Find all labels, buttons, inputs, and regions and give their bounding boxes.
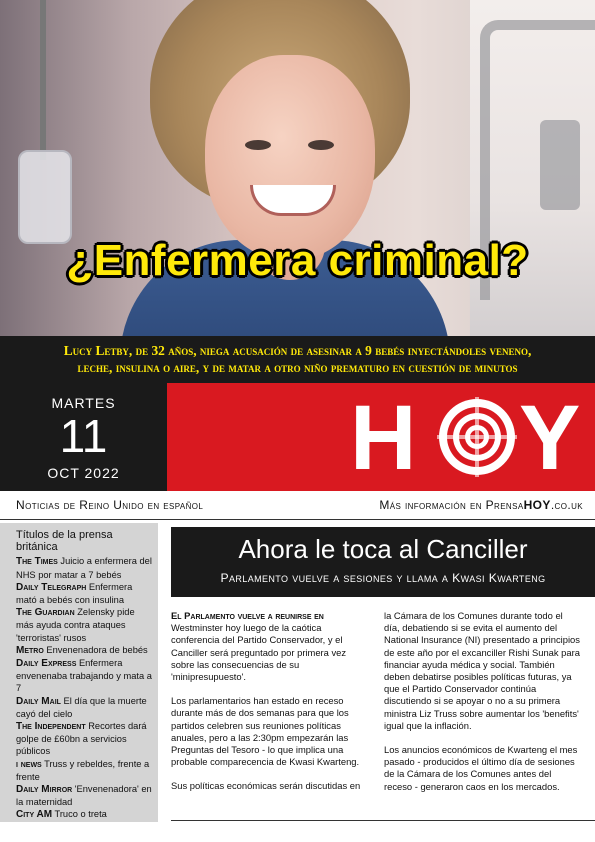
press-paper-name: City AM (16, 809, 53, 821)
medical-equipment (540, 120, 580, 210)
date-day: MARTES (51, 395, 116, 411)
iv-pole (40, 0, 46, 160)
eye-left (245, 140, 271, 150)
press-headline: Truco o treta (52, 809, 107, 820)
sidebar-title: Títulos de la prensa británica (16, 529, 113, 554)
press-item (16, 555, 153, 580)
article-paragraph (171, 610, 367, 683)
info-website-pre: Más información en Prensa (379, 498, 524, 512)
article-subtitle: Parlamento vuelve a sesiones y llama a Kwasi Kwarteng (220, 571, 546, 585)
date-number: 11 (59, 410, 108, 462)
info-line (0, 493, 595, 520)
article-paragraph: Los anuncios económicos de Kwarteng el mes pasado - producidos el último día de sesiones de la Cámara de los Comunes antes del receso - generaron caos en los mercados. (384, 744, 578, 792)
press-headline: Recortes dará golpe de £60bn a servicios públicos (16, 721, 147, 757)
info-tagline: Noticias de Reino Unido en español (16, 498, 204, 512)
press-item (16, 606, 153, 644)
press-list (16, 555, 153, 821)
article-paragraph: Sus políticas económicas serán discutidas en (171, 780, 361, 792)
subhead-line-2: leche, insulina o aire, y de matar a otro niño prematuro en cuestión de minutos (77, 360, 518, 375)
press-paper-name: Daily Mail (16, 695, 61, 707)
press-paper-name: Daily Express (16, 658, 77, 670)
press-item (16, 657, 153, 695)
press-paper-name: The Guardian (16, 607, 75, 619)
info-website-brand: HOY (523, 498, 551, 512)
brand-masthead (167, 383, 595, 491)
info-website[interactable] (379, 498, 583, 512)
press-headline: Enfermera mató a bebés con insulina (16, 581, 133, 606)
article-title: Ahora le toca al Canciller (238, 534, 528, 564)
press-headline: Zelensky pide más ayuda contra ataques 'terroristas' rusos (16, 607, 135, 643)
press-headline: Truss y rebeldes, frente a frente (16, 758, 150, 782)
press-headline: Envenenadora de bebés (43, 644, 148, 655)
press-sidebar (0, 523, 158, 822)
press-paper-name: Daily Mirror (16, 784, 73, 796)
press-item (16, 720, 153, 758)
press-item (16, 644, 153, 657)
brand-letter-h: H (350, 387, 417, 489)
article-paragraph: Los parlamentarios han estado en receso durante más de dos semanas para que los partidos celebren sus reuniones políticas anuales, pero a las 2:30pm empezarán las Preguntas del Tesoro - lo que implica una probable comparecencia de Kwasi Kwarteng. (171, 695, 360, 768)
subhead-line-1: Lucy Letby, de 32 años, niega acusación de asesinar a 9 bebés inyectándoles veneno, (63, 343, 532, 358)
brand-letter-y: Y (519, 387, 581, 489)
press-headline: Enfermera envenenaba trabajando y mata a 7 (16, 658, 152, 694)
target-icon (437, 397, 517, 477)
press-headline: El día que la muerte cayó del cielo (16, 695, 147, 719)
article-lead: El Parlamento vuelve a reunirse en (171, 610, 324, 621)
press-item (16, 695, 153, 720)
hero-headline: ¿Enfermera criminal? (66, 236, 529, 285)
info-website-post: .co.uk (550, 498, 583, 512)
article-p1: Westminster hoy luego de la caótica conferencia del Partido Conservador, y el Canciller será preguntado por primera vez sobre las consecuencias de su 'minipresupuesto'. (171, 622, 347, 683)
press-item (16, 783, 153, 808)
press-item (16, 758, 153, 783)
subhead-bar (0, 336, 595, 383)
nurse-face (205, 55, 375, 260)
article-banner (171, 527, 595, 597)
press-paper-name: i news (16, 758, 42, 770)
press-paper-name: The Independent (16, 721, 86, 733)
article-column-2 (384, 610, 580, 805)
press-item (16, 581, 153, 606)
hero-section (0, 0, 595, 336)
press-headline: Juicio a enfermera del NHS por matar a 7 bebés (16, 556, 152, 580)
date-month-year: OCT 2022 (47, 465, 120, 481)
press-paper-name: Daily Telegraph (16, 581, 87, 593)
press-headline: 'Envenenadora' en la maternidad (16, 784, 152, 808)
press-paper-name: Metro (16, 644, 44, 656)
date-box (0, 383, 167, 491)
eye-right (308, 140, 334, 150)
article-column-1 (171, 610, 367, 805)
iv-bag (18, 150, 72, 244)
press-item (16, 808, 153, 821)
press-paper-name: The Times (16, 556, 58, 568)
bottom-rule (171, 820, 595, 821)
article-paragraph: la Cámara de los Comunes durante todo el día, debatiendo si se evita el aumento del National Insurance (NI) presentado a principios de este año por el excanciller Rishi Sunak para financiar ayuda médica y social. También deben debatirse posibles políticas futuras, ya que el Partido Conservador continúa discutiendo si se apoyar o no a su primera ministra Liz Truss sobre aumentar los 'benefits' igual que la inflación. (384, 610, 580, 731)
